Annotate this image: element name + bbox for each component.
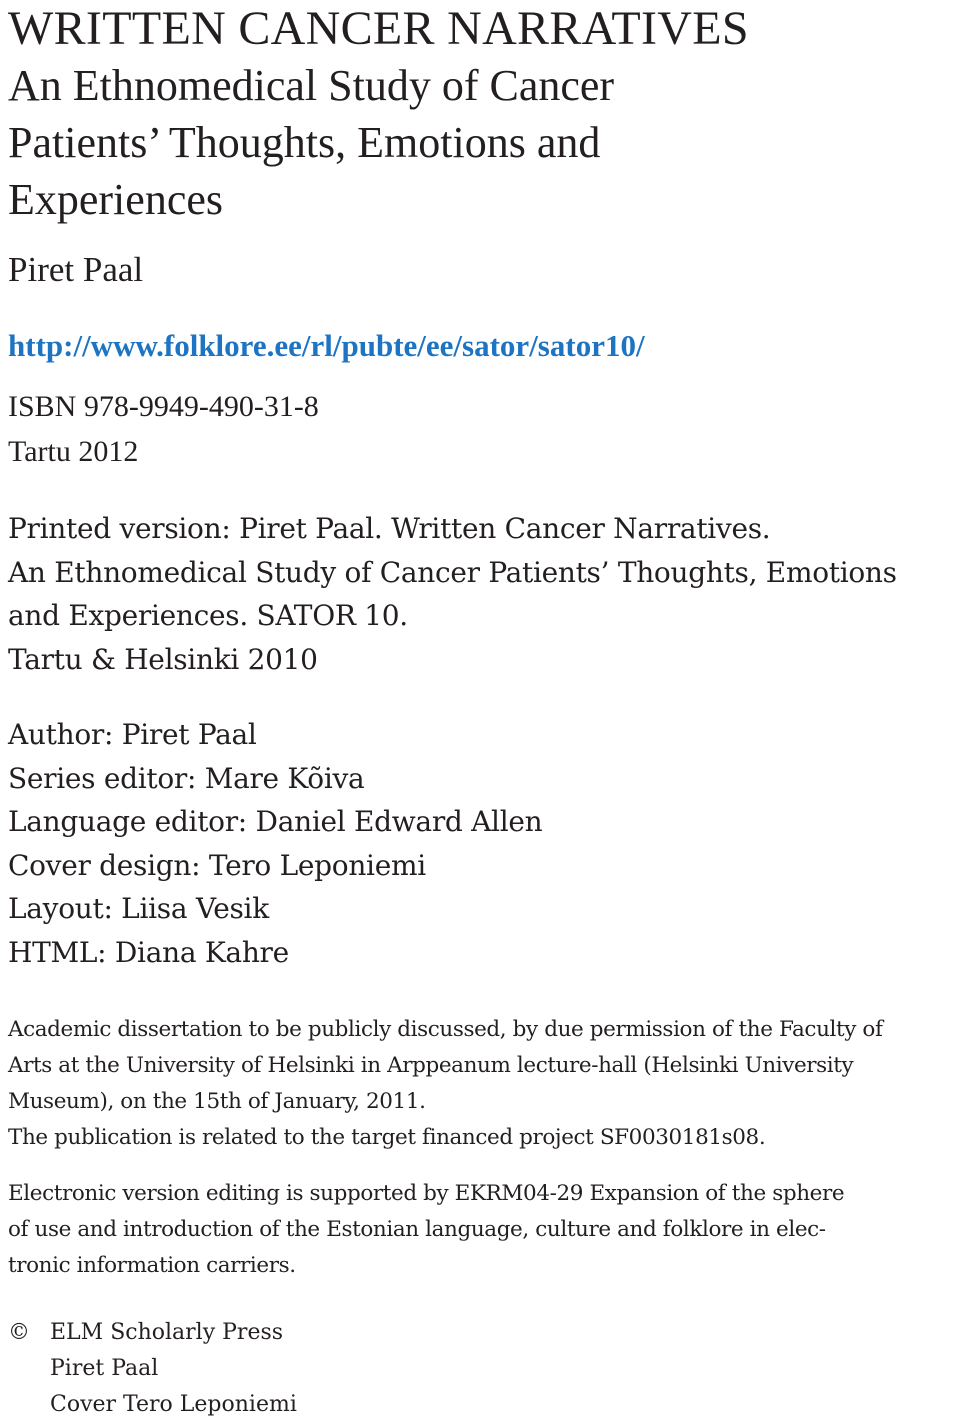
credit-cover-design: Cover design: Tero Leponiemi bbox=[8, 848, 426, 882]
publication-url-link[interactable]: http://www.folklore.ee/rl/pubte/ee/sator/sator10/ bbox=[8, 328, 645, 363]
electronic-version-note bbox=[8, 1176, 958, 1284]
electronic-line: of use and introduction of the Estonian language, culture and folklore in elec- bbox=[8, 1217, 826, 1242]
credit-html: HTML: Diana Kahre bbox=[8, 935, 289, 969]
copyright-block bbox=[8, 1315, 958, 1423]
credit-layout: Layout: Liisa Vesik bbox=[8, 892, 269, 925]
subtitle-line: Experiences bbox=[8, 175, 223, 224]
electronic-line: tronic information carriers. bbox=[8, 1253, 296, 1278]
copyright-icon: © bbox=[8, 1320, 30, 1345]
subtitle-line: An Ethnomedical Study of Cancer bbox=[8, 61, 615, 110]
subtitle-line: Patients’ Thoughts, Emotions and bbox=[8, 118, 601, 167]
copyright-holder: ELM Scholarly Press bbox=[50, 1320, 284, 1345]
copyright-holder: Cover Tero Leponiemi bbox=[50, 1392, 297, 1417]
isbn: ISBN 978-9949-490-31-8 bbox=[8, 390, 319, 423]
printed-version-line: Printed version: Piret Paal. Written Cancer Narratives. bbox=[8, 512, 771, 545]
project-note-line: The publication is related to the target financed project SF0030181s08. bbox=[8, 1125, 766, 1150]
electronic-line: Electronic version editing is supported by EKRM04-29 Expansion of the sphere bbox=[8, 1181, 845, 1206]
credit-language-editor: Language editor: Daniel Edward Allen bbox=[8, 805, 543, 838]
printed-version-line: An Ethnomedical Study of Cancer Patients’ Thoughts, Emotions bbox=[8, 555, 897, 589]
copyright-holders bbox=[50, 1315, 297, 1423]
author-name: Piret Paal bbox=[8, 250, 144, 289]
dissertation-line: Museum), on the 15th of January, 2011. bbox=[8, 1089, 426, 1114]
credit-author: Author: Piret Paal bbox=[8, 718, 257, 751]
dissertation-line: Academic dissertation to be publicly discussed, by due permission of the Faculty of bbox=[8, 1017, 883, 1042]
copyright-holder: Piret Paal bbox=[50, 1356, 159, 1381]
credits-list bbox=[8, 713, 958, 974]
printed-version-line: Tartu & Helsinki 2010 bbox=[8, 642, 318, 676]
printed-version-line: and Experiences. SATOR 10. bbox=[8, 599, 408, 632]
title-page bbox=[8, 0, 958, 1423]
dissertation-note bbox=[8, 1012, 958, 1156]
place-year: Tartu 2012 bbox=[8, 435, 139, 468]
credit-series-editor: Series editor: Mare Kõiva bbox=[8, 761, 365, 795]
book-title: WRITTEN CANCER NARRATIVES bbox=[8, 2, 749, 55]
printed-version-note bbox=[8, 507, 958, 681]
dissertation-line: Arts at the University of Helsinki in Arppeanum lecture-hall (Helsinki University bbox=[8, 1053, 854, 1078]
